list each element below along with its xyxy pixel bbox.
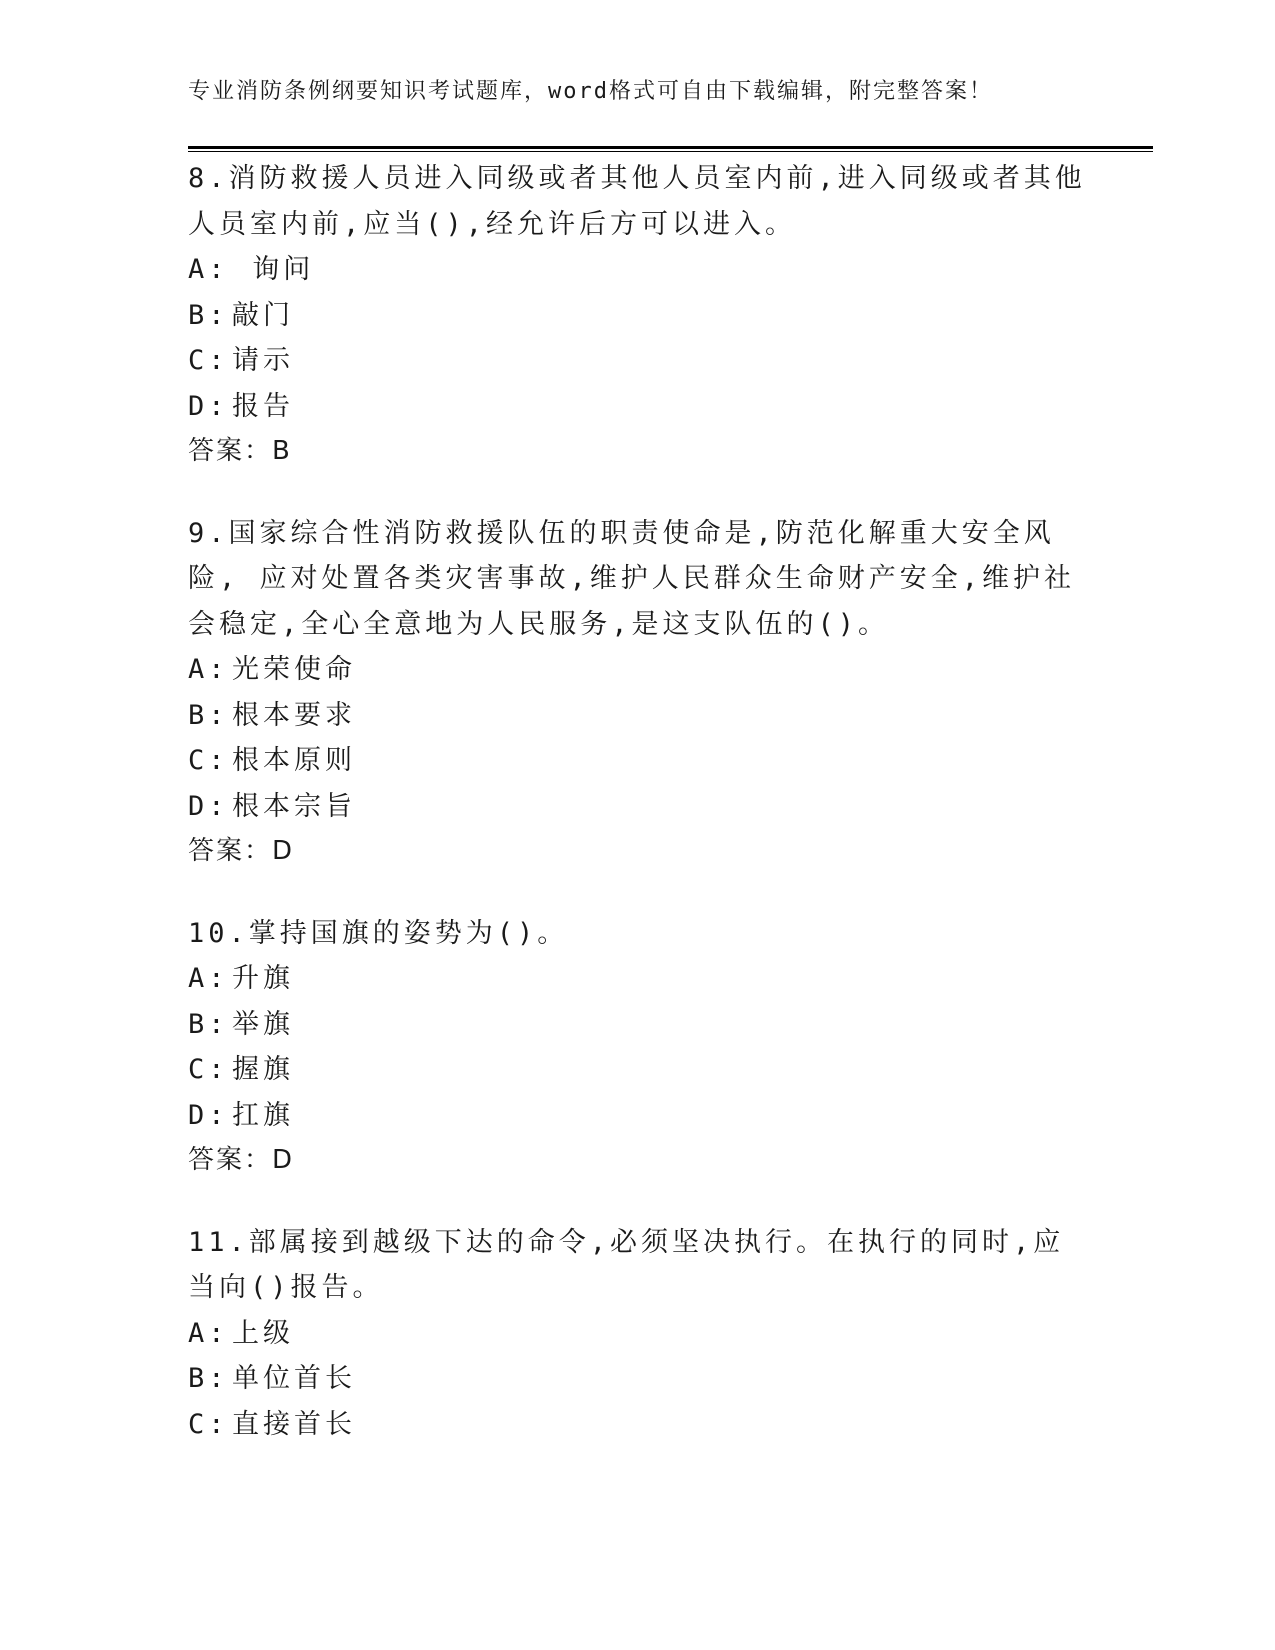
option-text: 直接首长: [232, 1408, 356, 1440]
question-11: [188, 1220, 1088, 1448]
header-rule-thick: [188, 146, 1153, 149]
option-label: D:: [188, 390, 229, 422]
question-text: 8.消防救援人员进入同级或者其他人员室内前,进入同级或者其他人员室内前,应当(),经允许后方可以进入。: [188, 163, 1086, 240]
option-text: 握旗: [232, 1054, 294, 1085]
option-text: 升旗: [232, 963, 294, 994]
answer-line: 答案：D: [188, 1145, 295, 1175]
option-label: C:: [188, 745, 229, 776]
option-text: 根本原则: [232, 745, 356, 776]
option-label: A:: [188, 963, 229, 994]
question-8: [188, 156, 1088, 475]
option-a: [188, 1311, 1088, 1357]
option-label: A:: [188, 254, 229, 285]
option-label: B:: [188, 1363, 229, 1394]
option-c: [188, 338, 1088, 384]
option-label: A:: [188, 654, 229, 685]
question-text: 11.部属接到越级下达的命令,必须坚决执行。在执行的同时,应当向()报告。: [188, 1226, 1065, 1303]
option-a: [188, 956, 1088, 1002]
question-9: [188, 511, 1088, 875]
option-d: [188, 784, 1088, 830]
option-text: 上级: [232, 1317, 294, 1349]
option-text: 报告: [232, 390, 294, 422]
answer-line: 答案：D: [188, 836, 295, 866]
option-text: 敲门: [232, 299, 294, 331]
option-b: [188, 1002, 1088, 1048]
option-text: 询问: [232, 254, 315, 285]
option-c: [188, 1047, 1088, 1093]
option-b: [188, 1356, 1088, 1402]
option-d: [188, 1093, 1088, 1139]
question-10: [188, 911, 1088, 1184]
option-label: C:: [188, 1054, 229, 1085]
answer-line: 答案：B: [188, 436, 292, 466]
option-label: B:: [188, 1008, 229, 1040]
option-text: 举旗: [232, 1008, 294, 1040]
question-text: 10.掌持国旗的姿势为()。: [188, 917, 569, 949]
option-label: C:: [188, 1408, 229, 1440]
option-label: B:: [188, 699, 229, 731]
option-text: 光荣使命: [232, 654, 356, 685]
option-b: [188, 293, 1088, 339]
option-text: 单位首长: [232, 1363, 356, 1394]
option-c: [188, 1402, 1088, 1448]
option-a: [188, 247, 1088, 293]
option-label: D:: [188, 1099, 229, 1131]
option-label: A:: [188, 1317, 229, 1349]
page-header: 专业消防条例纲要知识考试题库，word格式可自由下载编辑，附完整答案！: [188, 79, 993, 104]
option-label: D:: [188, 790, 229, 822]
option-d: [188, 384, 1088, 430]
option-text: 根本要求: [232, 699, 356, 731]
option-b: [188, 693, 1088, 739]
option-text: 请示: [232, 345, 294, 376]
option-a: [188, 647, 1088, 693]
option-text: 扛旗: [232, 1099, 294, 1131]
header-rule-thin: [188, 151, 1153, 152]
option-text: 根本宗旨: [232, 790, 356, 822]
question-text: 9.国家综合性消防救援队伍的职责使命是,防范化解重大安全风险, 应对处置各类灾害事故,维护人民群众生命财产安全,维护社会稳定,全心全意地为人民服务,是这支队伍的()。: [188, 517, 1076, 640]
option-c: [188, 738, 1088, 784]
option-label: B:: [188, 299, 229, 331]
option-label: C:: [188, 345, 229, 376]
question-list: [188, 156, 1088, 1483]
